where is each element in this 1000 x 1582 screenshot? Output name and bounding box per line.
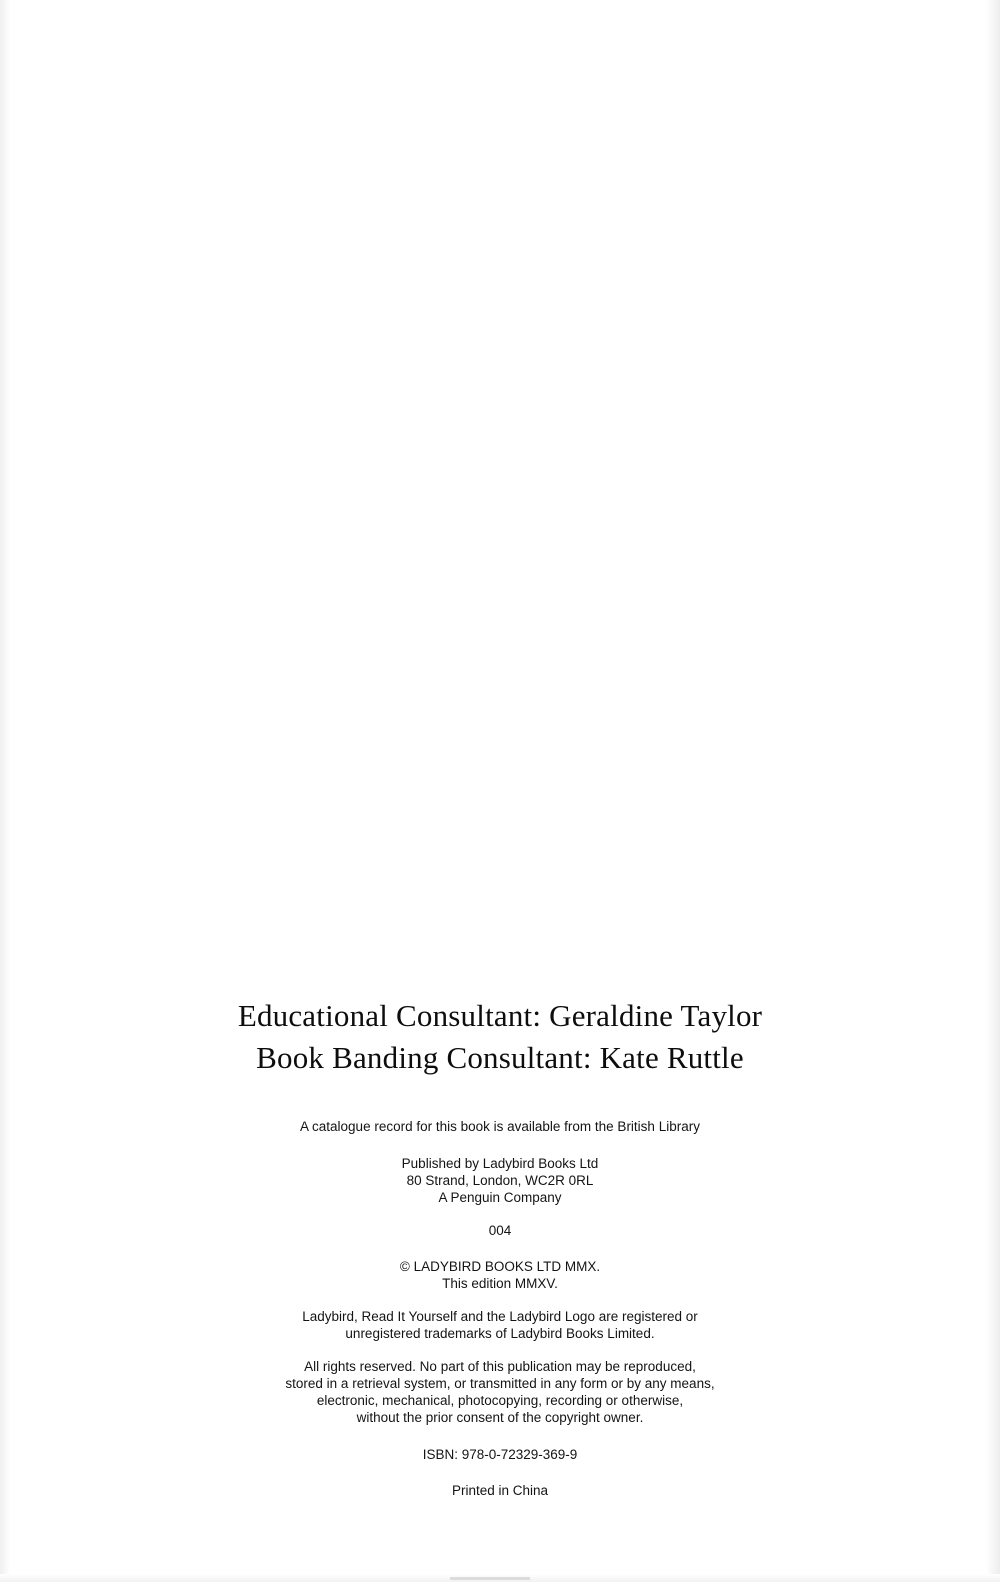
trademark-line-1: Ladybird, Read It Yourself and the Ladybird Logo are registered or <box>302 1309 698 1324</box>
publisher-name: Published by Ladybird Books Ltd <box>401 1156 599 1171</box>
isbn-text: ISBN: 978-0-72329-369-9 <box>422 1447 578 1462</box>
catalogue-record-block <box>0 1118 1000 1135</box>
book-banding-consultant-line: Book Banding Consultant: Kate Ruttle <box>256 1040 744 1075</box>
isbn-block <box>0 1446 1000 1463</box>
publisher-group: A Penguin Company <box>438 1190 562 1205</box>
copyright-block <box>0 1258 1000 1292</box>
rights-line-1: All rights reserved. No part of this publication may be reproduced, <box>304 1359 696 1374</box>
print-number-block <box>0 1222 1000 1239</box>
copyright-line: © LADYBIRD BOOKS LTD MMX. <box>399 1259 601 1274</box>
page-bottom-mark <box>450 1577 530 1580</box>
educational-consultant-line: Educational Consultant: Geraldine Taylor <box>237 998 763 1033</box>
printed-in-block <box>0 1482 1000 1499</box>
rights-line-3: electronic, mechanical, photocopying, recording or otherwise, <box>316 1393 684 1408</box>
edition-line: This edition MMXV. <box>442 1276 558 1291</box>
print-number: 004 <box>488 1223 512 1238</box>
trademark-line-2: unregistered trademarks of Ladybird Books Limited. <box>345 1326 655 1341</box>
publisher-address: 80 Strand, London, WC2R 0RL <box>406 1173 594 1188</box>
rights-line-4: without the prior consent of the copyright owner. <box>356 1410 644 1425</box>
rights-line-2: stored in a retrieval system, or transmitted in any form or by any means, <box>285 1376 715 1391</box>
trademark-block <box>0 1308 1000 1342</box>
printed-in-text: Printed in China <box>451 1483 549 1498</box>
rights-reserved-block <box>0 1358 1000 1426</box>
consultants-credits <box>0 995 1000 1079</box>
catalogue-record-text: A catalogue record for this book is available from the British Library <box>300 1119 700 1134</box>
imprint-block <box>0 1118 1000 1499</box>
publisher-block <box>0 1155 1000 1206</box>
